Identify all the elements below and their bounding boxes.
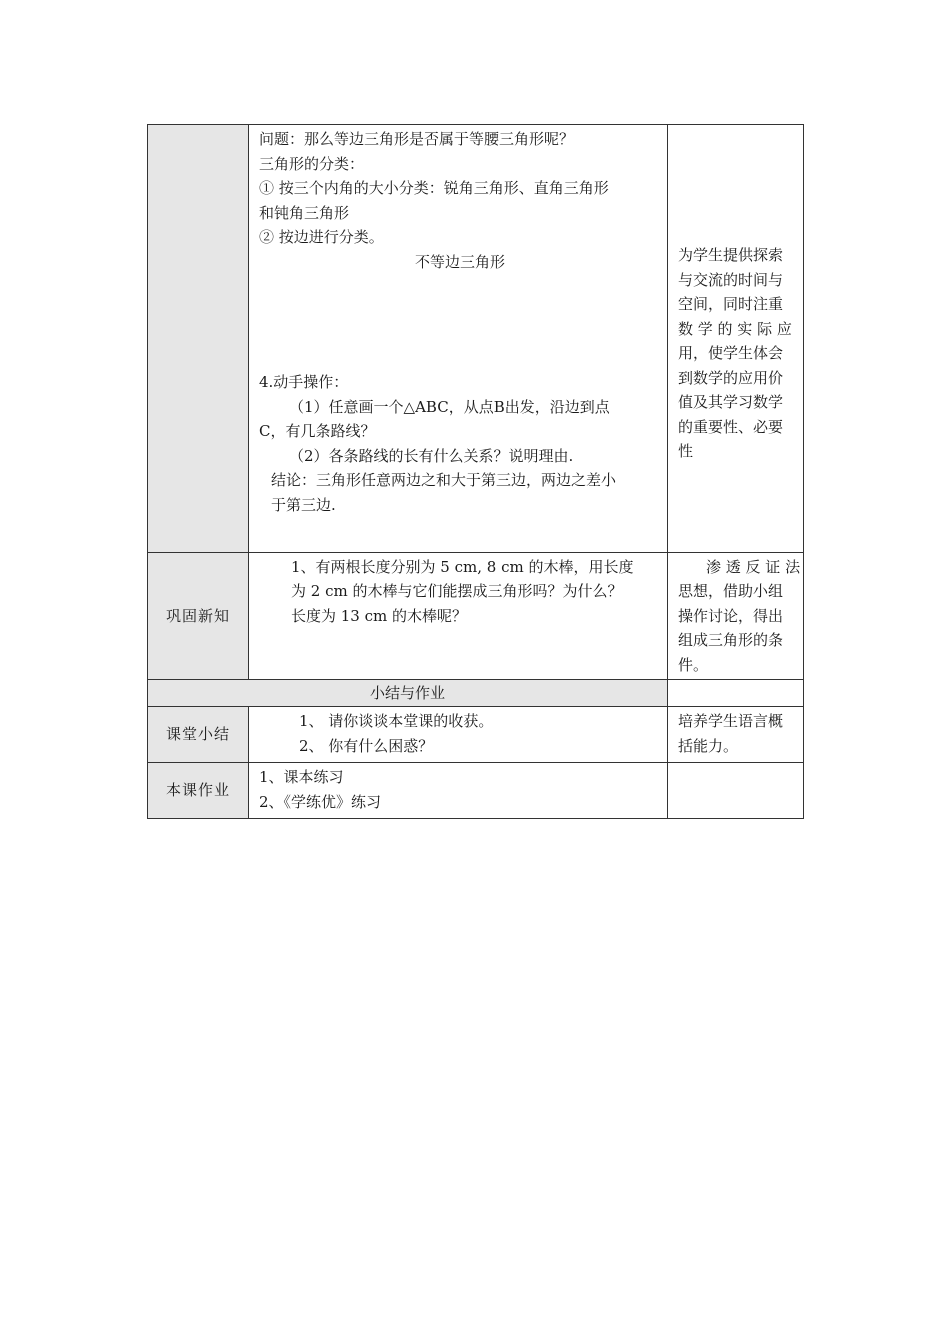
exercise-line: 长度为 13 cm 的木棒呢？ [291, 606, 468, 625]
row5-label-cell [148, 763, 249, 819]
hands-on-title: 4.动手操作： [259, 373, 349, 391]
purpose-line: 渗 透 反 证 法 [706, 557, 801, 576]
question-line: 问题：那么等边三角形是否属于等腰三角形呢？ [259, 130, 575, 148]
consolidate-label: 巩固新知 [165, 606, 230, 625]
purpose-line: 值及其学习数学 [678, 393, 784, 411]
exercise-line: 为 2 cm 的木棒与它们能摆成三角形吗？为什么？ [291, 582, 623, 600]
table-row [148, 552, 804, 680]
purpose-line: 思想，借助小组 [678, 582, 784, 600]
row5-content-cell [249, 763, 668, 819]
homework-item: 2、《学练优》练习 [259, 792, 382, 811]
purpose-line: 培养学生语言概 [678, 712, 784, 730]
hands-on-step1: （1）任意画一个△ABC，从点B出发，沿边到点 [289, 397, 610, 416]
table-row [148, 707, 804, 763]
scalene-triangle-label: 不等边三角形 [414, 252, 505, 271]
table-row [148, 680, 804, 707]
classify-by-angle-cont: 和钝角三角形 [259, 203, 350, 222]
homework-label: 本课作业 [165, 781, 230, 800]
lesson-plan-table [147, 124, 804, 819]
diagram-space [259, 274, 661, 370]
conclusion-line-cont: 于第三边. [271, 495, 336, 514]
purpose-line: 用，使学生体会 [678, 344, 784, 362]
summary-question: 1、 请你谈谈本堂课的收获。 [299, 712, 494, 730]
purpose-line: 组成三角形的条 [678, 631, 784, 649]
classification-title: 三角形的分类： [259, 154, 365, 173]
summary-homework-header-cell [148, 680, 668, 707]
summary-homework-header: 小结与作业 [369, 683, 445, 702]
row5-empty-cell [668, 763, 804, 819]
table-row [148, 763, 804, 819]
exercise-line: 1、有两根长度分别为 5 cm, 8 cm 的木棒，用长度 [291, 557, 634, 576]
purpose-line: 数 学 的 实 际 应 [678, 319, 792, 338]
row4-purpose-cell [668, 707, 804, 763]
row2-content-cell [249, 552, 668, 680]
classify-by-side: ② 按边进行分类。 [259, 228, 384, 246]
table-row [148, 125, 804, 553]
purpose-line: 到数学的应用价 [678, 368, 784, 387]
purpose-line: 件。 [678, 655, 709, 674]
purpose-line: 的重要性、必要 [678, 417, 784, 436]
row1-purpose-cell [668, 125, 804, 553]
row4-content-cell [249, 707, 668, 763]
row1-label-cell [148, 125, 249, 553]
row1-content-cell [249, 125, 668, 553]
row2-purpose-cell [668, 552, 804, 680]
row3-empty-cell [668, 680, 804, 707]
hands-on-step1-cont: C，有几条路线？ [259, 422, 376, 440]
summary-question: 2、 你有什么困惑？ [299, 736, 434, 755]
purpose-line: 为学生提供探索 [678, 246, 784, 264]
row4-label-cell [148, 707, 249, 763]
homework-item: 1、课本练习 [259, 768, 344, 786]
purpose-line: 操作讨论，得出 [678, 606, 784, 625]
row2-label-cell [148, 552, 249, 680]
hands-on-step2: （2）各条路线的长有什么关系？说明理由. [289, 446, 574, 465]
purpose-line: 性 [678, 442, 694, 460]
conclusion-line: 结论：三角形任意两边之和大于第三边，两边之差小 [271, 471, 617, 489]
purpose-line: 空间，同时注重 [678, 295, 784, 313]
class-summary-label: 课堂小结 [165, 725, 230, 744]
purpose-line: 括能力。 [678, 736, 739, 755]
purpose-line: 与交流的时间与 [678, 270, 784, 289]
classify-by-angle: ① 按三个内角的大小分类：锐角三角形、直角三角形 [259, 179, 609, 197]
